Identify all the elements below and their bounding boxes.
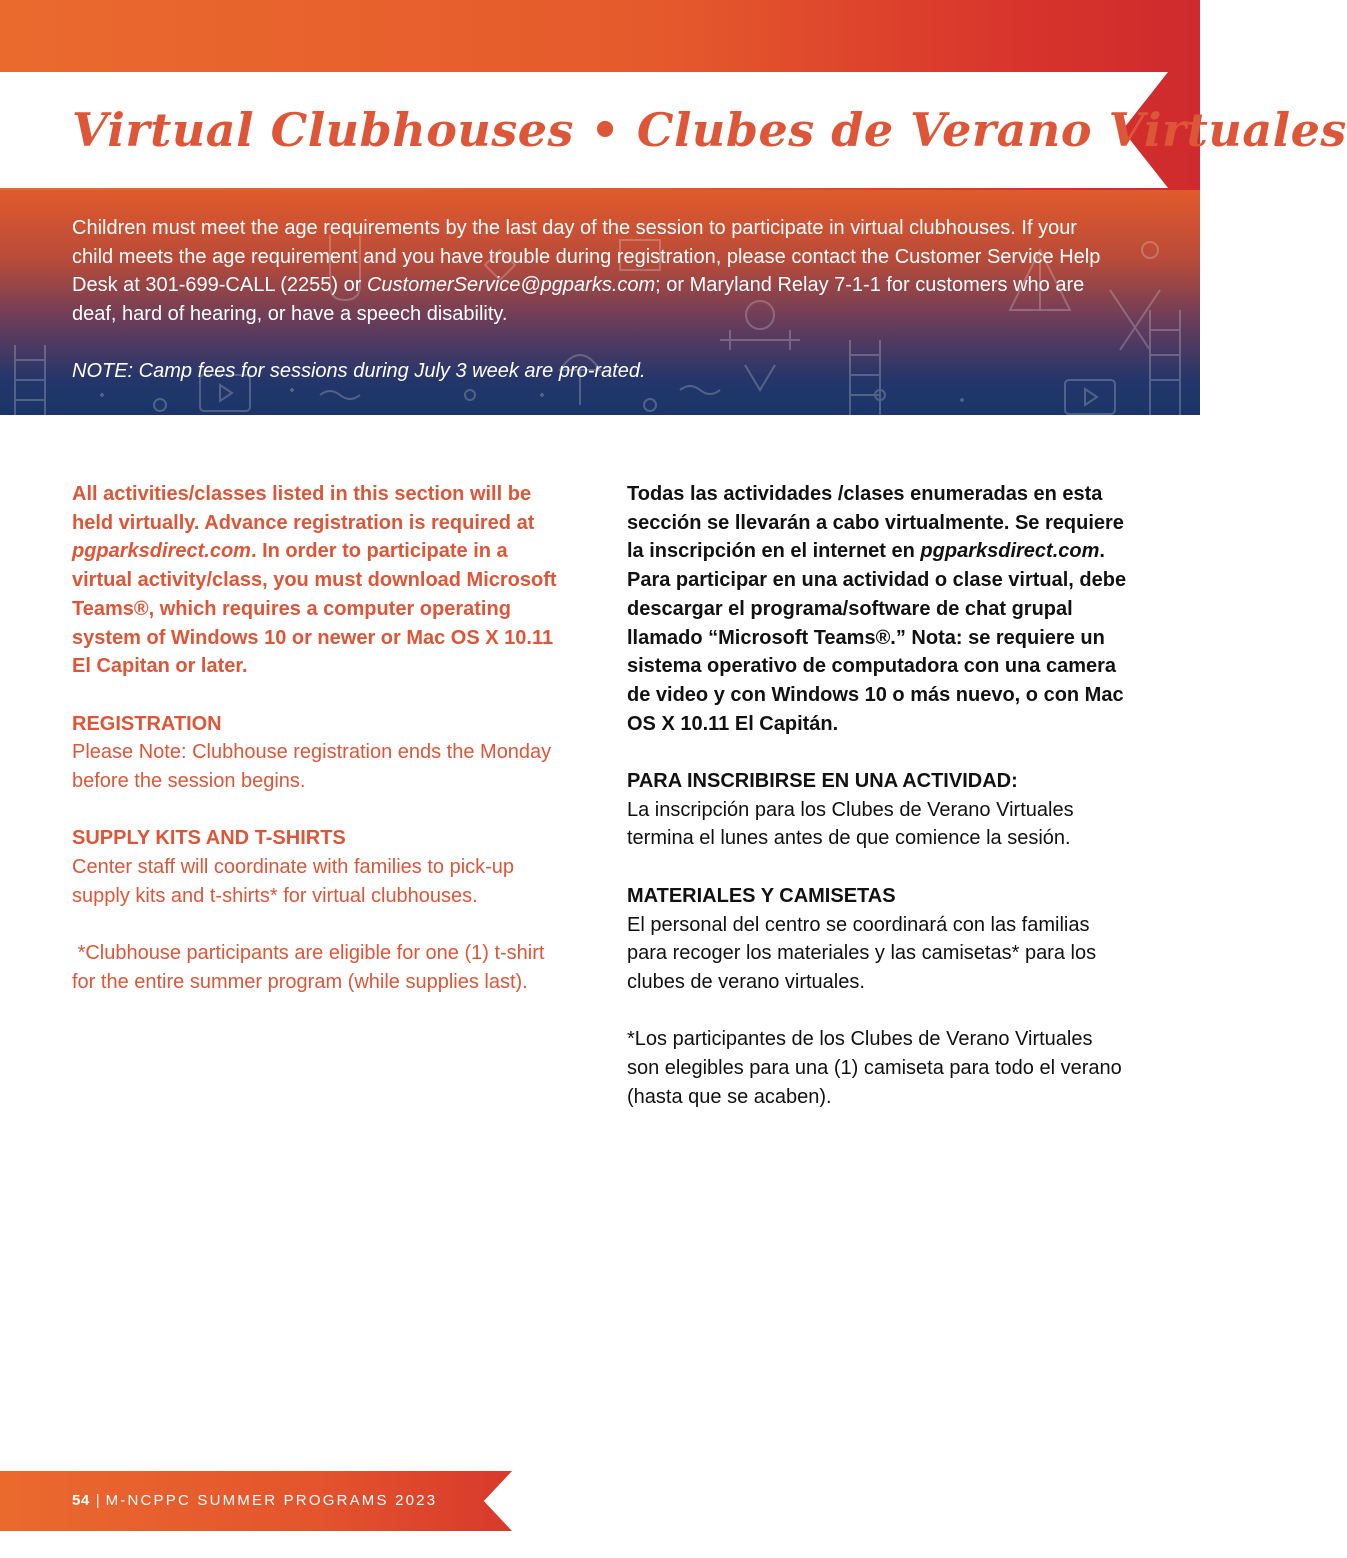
english-lead-paragraph [72, 480, 572, 681]
inscripcion-heading: PARA INSCRIBIRSE EN UNA ACTIVIDAD: [627, 770, 1018, 793]
page-number: 54 [72, 1492, 90, 1509]
inscripcion-text: La inscripción para los Clubes de Verano Virtuales termina el lunes antes de que comience la sesión. [627, 798, 1074, 850]
intro-text: Children must meet the age requirements by the last day of the session to participate in virtual clubhouses. If your child meets the age requirement and you have trouble during registration, please contact the Customer Service Help Desk at 301-699-CALL (2255) or [72, 217, 1101, 296]
page-footer [72, 1471, 437, 1531]
spanish-column [627, 480, 1127, 1111]
supply-heading: SUPPLY KITS AND T-SHIRTS [72, 827, 346, 850]
pgparksdirect-link-es[interactable]: pgparksdirect.com [920, 540, 1100, 563]
pgparksdirect-link[interactable]: pgparksdirect.com [72, 540, 251, 563]
publication-name: M-NCPPC SUMMER PROGRAMS 2023 [105, 1492, 438, 1509]
supply-text: Center staff will coordinate with families to pick-up supply kits and t-shirts* for virtual clubhouses. [72, 856, 515, 907]
intro-paragraph [72, 214, 1122, 328]
camiseta-footnote: *Los participantes de los Clubes de Verano Virtuales son elegibles para una (1) camiseta para todo el verano (hasta que se acaben). [627, 1028, 1122, 1108]
footer-separator: | [95, 1492, 100, 1509]
customer-service-email-link[interactable]: CustomerService@pgparks.com [366, 274, 656, 296]
spanish-lead-text: Todas las actividades /clases enumeradas en esta sección se llevarán a cabo virtualmente. Se requiere la inscripción en el internet en [627, 483, 1124, 563]
intro-block [72, 214, 1122, 386]
fee-note: NOTE: Camp fees for sessions during July 3 week are pro-rated. [72, 360, 646, 382]
spanish-lead-text-continued: . Para participar en una actividad o clase virtual, debe descargar el programa/software de chat grupal llamado “Microsoft Teams®.” Nota: se requiere un sistema operativo de computadora con una camera de video y con Windows 10 o más nuevo, o con Mac OS X 10.11 El Capitán. [627, 540, 1127, 735]
materiales-heading: MATERIALES Y CAMISETAS [627, 884, 896, 907]
english-lead-text-continued: . In order to participate in a virtual activity/class, you must download Microsoft Teams®, which requires a computer operating system of Windows 10 or newer or Mac OS X 10.11 El Capitan or later. [72, 540, 557, 678]
spanish-lead-paragraph [627, 480, 1127, 738]
intro-text-continued: ; or Maryland Relay 7-1-1 for customers who are deaf, hard of hearing, or have a speech disability. [72, 274, 1085, 325]
registration-text: Please Note: Clubhouse registration ends the Monday before the session begins. [72, 741, 552, 793]
english-lead-text: All activities/classes listed in this section will be held virtually. Advance registration is required at [72, 483, 535, 534]
page-title: Virtual Clubhouses • Clubes de Verano Virtuales [72, 103, 1347, 157]
english-column [72, 480, 572, 997]
registration-heading: REGISTRATION [72, 712, 222, 735]
tshirt-footnote: *Clubhouse participants are eligible for one (1) t-shirt for the entire summer program (while supplies last). [72, 942, 551, 993]
materiales-text: El personal del centro se coordinará con las familias para recoger los materiales y las camisetas* para los clubes de verano virtuales. [627, 913, 1097, 993]
